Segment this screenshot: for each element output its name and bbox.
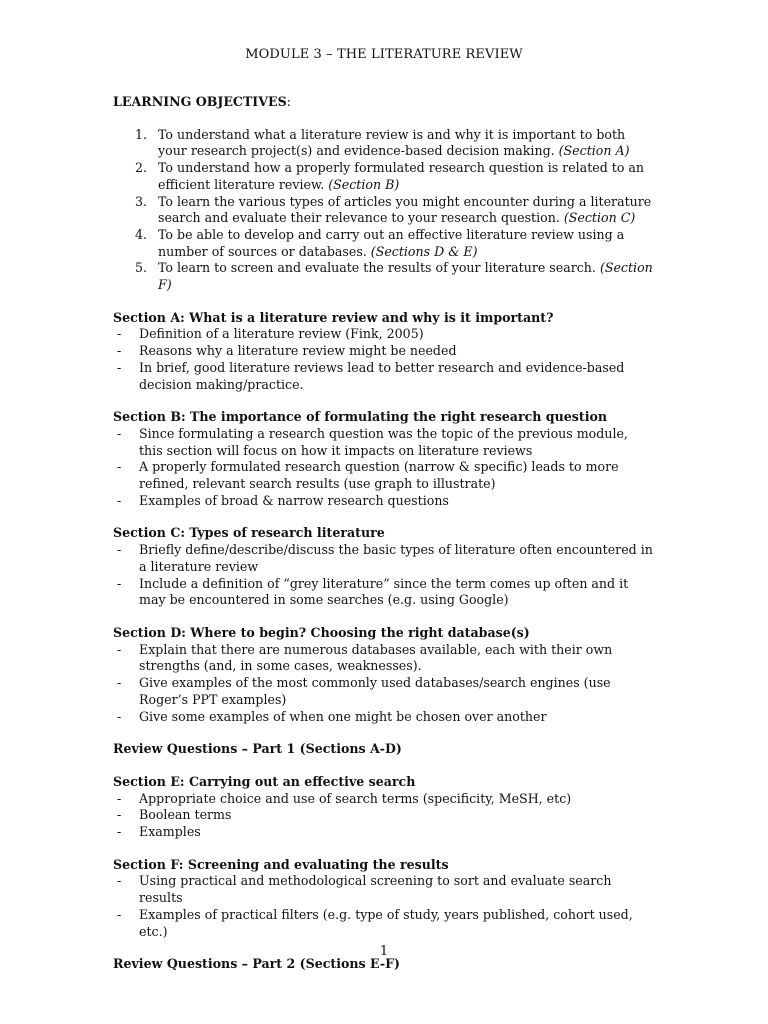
section-f bbox=[113, 857, 653, 941]
bullet-item bbox=[113, 493, 653, 510]
section-c bbox=[113, 525, 653, 609]
section-e-bullets bbox=[113, 791, 653, 841]
bullet-text: Reasons why a literature review might be needed bbox=[139, 343, 457, 359]
section-d bbox=[113, 625, 653, 725]
objective-item bbox=[113, 127, 653, 160]
section-b-heading: Section B: The importance of formulating the right research question bbox=[113, 409, 608, 425]
objective-item bbox=[113, 160, 653, 193]
bullet-text: Since formulating a research question was the topic of the previous module, this section will focus on how it impacts on literature reviews bbox=[139, 425, 628, 458]
bullet-text: Examples of broad & narrow research questions bbox=[139, 492, 449, 508]
objective-number: 1. bbox=[135, 126, 148, 142]
objective-text: To understand how a properly formulated research question is related to an efficient literature review. bbox=[158, 160, 645, 192]
bullet-item bbox=[113, 426, 653, 459]
objective-text: To be able to develop and carry out an effective literature review using a number of sources or databases. bbox=[158, 226, 625, 259]
bullet-text: In brief, good literature reviews lead to better research and evidence-based decision making/practice. bbox=[139, 359, 625, 392]
bullet-dash: - bbox=[117, 708, 122, 724]
section-d-heading: Section D: Where to begin? Choosing the right database(s) bbox=[113, 624, 530, 640]
objective-text: To learn the various types of articles you might encounter during a literature search and evaluate their relevance to your research question. bbox=[158, 193, 652, 226]
bullet-dash: - bbox=[117, 824, 122, 840]
objective-section-ref: (Section B) bbox=[328, 176, 400, 192]
section-a-heading: Section A: What is a literature review and why is it important? bbox=[113, 309, 554, 325]
bullet-text: Briefly define/describe/discuss the basic types of literature often encountered in a literature review bbox=[139, 542, 653, 574]
bullet-text: Give some examples of when one might be chosen over another bbox=[139, 708, 547, 724]
bullet-dash: - bbox=[117, 542, 122, 558]
bullet-dash: - bbox=[117, 326, 122, 342]
objective-text: To learn to screen and evaluate the results of your literature search. bbox=[158, 260, 600, 276]
bullet-text: Using practical and methodological screening to sort and evaluate search results bbox=[139, 873, 612, 906]
objective-item bbox=[113, 194, 653, 227]
bullet-item bbox=[113, 576, 653, 609]
bullet-dash: - bbox=[117, 492, 122, 508]
bullet-dash: - bbox=[117, 459, 122, 475]
bullet-text: Examples of practical filters (e.g. type of study, years published, cohort used, etc.) bbox=[139, 906, 633, 939]
bullet-item bbox=[113, 807, 653, 824]
bullet-text: A properly formulated research question (narrow & specific) leads to more refined, relevant search results (use graph to illustrate) bbox=[139, 459, 619, 492]
document-title: MODULE 3 – THE LITERATURE REVIEW bbox=[245, 47, 523, 62]
section-e-heading: Section E: Carrying out an effective search bbox=[113, 773, 416, 789]
bullet-dash: - bbox=[117, 675, 122, 691]
learning-objectives-colon: : bbox=[286, 94, 291, 109]
section-b bbox=[113, 409, 653, 509]
bullet-item bbox=[113, 459, 653, 492]
bullet-item bbox=[113, 343, 653, 360]
objective-section-ref: (Section F) bbox=[158, 260, 653, 293]
bullet-dash: - bbox=[117, 873, 122, 889]
bullet-text: Definition of a literature review (Fink, 2005) bbox=[139, 326, 424, 342]
bullet-dash: - bbox=[117, 359, 122, 375]
learning-objectives-label: LEARNING OBJECTIVES bbox=[113, 94, 287, 109]
page-number: 1 bbox=[379, 944, 389, 959]
review-questions-part-1-heading: Review Questions – Part 1 (Sections A-D) bbox=[113, 741, 402, 757]
review-questions-part-1 bbox=[113, 741, 653, 758]
section-e bbox=[113, 774, 653, 841]
bullet-dash: - bbox=[117, 641, 122, 657]
bullet-text: Boolean terms bbox=[139, 807, 232, 823]
bullet-dash: - bbox=[117, 425, 122, 441]
section-c-bullets bbox=[113, 542, 653, 609]
bullet-dash: - bbox=[117, 790, 122, 806]
bullet-item bbox=[113, 642, 653, 675]
section-f-bullets bbox=[113, 873, 653, 940]
objective-item bbox=[113, 260, 653, 293]
bullet-item bbox=[113, 360, 653, 393]
bullet-item bbox=[113, 326, 653, 343]
bullet-text: Examples bbox=[139, 824, 201, 840]
objective-section-ref: (Section A) bbox=[558, 143, 630, 159]
bullet-dash: - bbox=[117, 807, 122, 823]
objective-item bbox=[113, 227, 653, 260]
bullet-item bbox=[113, 824, 653, 841]
section-f-heading: Section F: Screening and evaluating the results bbox=[113, 856, 449, 872]
section-a bbox=[113, 310, 653, 394]
objective-number: 5. bbox=[135, 260, 148, 276]
learning-objectives-heading bbox=[113, 94, 653, 111]
objective-number: 4. bbox=[135, 226, 148, 242]
section-c-heading: Section C: Types of research literature bbox=[113, 525, 385, 541]
bullet-dash: - bbox=[117, 906, 122, 922]
bullet-dash: - bbox=[117, 343, 122, 359]
document-body bbox=[113, 94, 653, 973]
section-d-bullets bbox=[113, 642, 653, 726]
objective-section-ref: (Sections D & E) bbox=[370, 243, 478, 259]
bullet-item bbox=[113, 907, 653, 940]
bullet-text: Give examples of the most commonly used databases/search engines (use Roger’s PPT examples) bbox=[139, 675, 611, 707]
objective-text: To understand what a literature review is and why it is important to both your research project(s) and evidence-based decision making. bbox=[158, 126, 626, 159]
bullet-item bbox=[113, 709, 653, 726]
bullet-text: Explain that there are numerous databases available, each with their own strengths (and, in some cases, weaknesses). bbox=[139, 641, 613, 674]
section-b-bullets bbox=[113, 426, 653, 510]
bullet-item bbox=[113, 791, 653, 808]
bullet-text: Appropriate choice and use of search terms (specificity, MeSH, etc) bbox=[139, 790, 572, 806]
review-questions-part-2-heading: Review Questions – Part 2 (Sections E-F) bbox=[113, 956, 400, 972]
bullet-dash: - bbox=[117, 575, 122, 591]
bullet-text: Include a definition of “grey literature” since the term comes up often and it may be encountered in some searches (e.g. using Google) bbox=[139, 575, 629, 608]
bullet-item bbox=[113, 542, 653, 575]
objective-section-ref: (Section C) bbox=[563, 210, 636, 226]
bullet-item bbox=[113, 675, 653, 708]
objectives-list bbox=[113, 127, 653, 294]
objective-number: 3. bbox=[135, 193, 148, 209]
bullet-item bbox=[113, 873, 653, 906]
objective-number: 2. bbox=[135, 160, 148, 176]
section-a-bullets bbox=[113, 326, 653, 393]
